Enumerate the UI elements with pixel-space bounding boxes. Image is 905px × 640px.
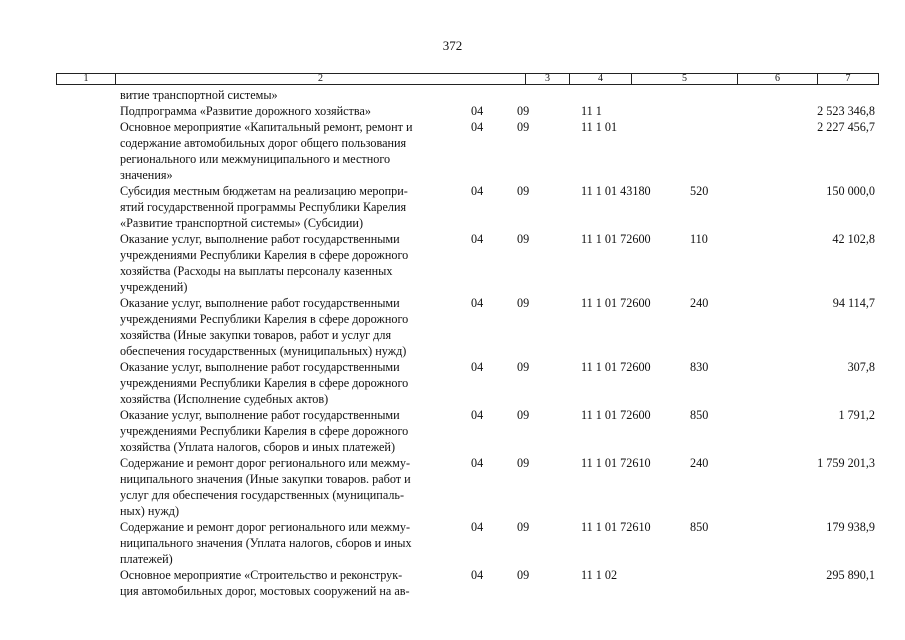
row-name: Основное мероприятие «Строительство и реконструк- ция автомобильных дорог, мостовых сооружений на ав- bbox=[120, 568, 410, 598]
row-section-code: 04 bbox=[471, 568, 484, 582]
table-row bbox=[0, 183, 905, 231]
header-col-1: 1 bbox=[83, 73, 89, 84]
row-subsection-code: 09 bbox=[517, 232, 530, 246]
row-amount: 94 114,7 bbox=[832, 296, 875, 310]
table-row bbox=[0, 359, 905, 407]
row-subsection-code: 09 bbox=[517, 568, 530, 582]
row-subsection-code: 09 bbox=[517, 360, 530, 374]
row-name: Оказание услуг, выполнение работ государственными учреждениями Республики Карелия в сфере дорожного хозяйства (Расходы на выплаты персоналу казенных учреждений) bbox=[120, 232, 409, 294]
row-amount: 307,8 bbox=[847, 360, 875, 374]
row-expense-type: 520 bbox=[690, 184, 709, 198]
row-name: Оказание услуг, выполнение работ государственными учреждениями Республики Карелия в сфере дорожного хозяйства (Иные закупки товаров, работ и услуг для обеспечения государственных (муниципальных) нужд) bbox=[120, 296, 409, 358]
row-subsection-code: 09 bbox=[517, 104, 530, 118]
row-name: Оказание услуг, выполнение работ государственными учреждениями Республики Карелия в сфере дорожного хозяйства (Исполнение судебных актов) bbox=[120, 360, 409, 406]
row-amount: 295 890,1 bbox=[826, 568, 875, 582]
row-target-article: 11 1 01 72600 bbox=[581, 232, 651, 246]
table-header-row bbox=[56, 73, 879, 85]
row-target-article: 11 1 bbox=[581, 104, 602, 118]
row-name: Субсидия местным бюджетам на реализацию меропри- ятий государственной программы Республики Карелия «Развитие транспортной системы» (Субсидии) bbox=[120, 184, 408, 230]
row-expense-type: 110 bbox=[690, 232, 708, 246]
row-section-code: 04 bbox=[471, 120, 484, 134]
row-target-article: 11 1 01 72600 bbox=[581, 296, 651, 310]
row-subsection-code: 09 bbox=[517, 408, 530, 422]
row-expense-type: 830 bbox=[690, 360, 709, 374]
row-amount: 1 759 201,3 bbox=[817, 456, 875, 470]
row-name: Оказание услуг, выполнение работ государственными учреждениями Республики Карелия в сфере дорожного хозяйства (Уплата налогов, сборов и иных платежей) bbox=[120, 408, 409, 454]
table-row bbox=[0, 519, 905, 567]
row-amount: 179 938,9 bbox=[826, 520, 875, 534]
header-col-4: 4 bbox=[569, 74, 631, 84]
row-name: Содержание и ремонт дорог регионального или межму- ниципального значения (Иные закупки товаров. работ и услуг для обеспечения государственных (муниципаль- ных) нужд) bbox=[120, 456, 411, 518]
header-col-7: 7 bbox=[817, 74, 878, 84]
row-name: Основное мероприятие «Капитальный ремонт, ремонт и содержание автомобильных дорог общего пользования регионального или межмуниципального и местного значения» bbox=[120, 120, 413, 182]
row-section-code: 04 bbox=[471, 296, 484, 310]
row-amount: 1 791,2 bbox=[838, 408, 875, 422]
row-section-code: 04 bbox=[471, 184, 484, 198]
table-body bbox=[0, 87, 905, 599]
row-expense-type: 240 bbox=[690, 296, 709, 310]
row-expense-type: 850 bbox=[690, 408, 709, 422]
row-subsection-code: 09 bbox=[517, 296, 530, 310]
table-row bbox=[0, 295, 905, 359]
table-row bbox=[0, 87, 905, 103]
header-col-6: 6 bbox=[737, 74, 817, 84]
row-expense-type: 240 bbox=[690, 456, 709, 470]
table-row bbox=[0, 567, 905, 599]
row-subsection-code: 09 bbox=[517, 456, 530, 470]
row-target-article: 11 1 01 72610 bbox=[581, 520, 651, 534]
row-subsection-code: 09 bbox=[517, 520, 530, 534]
table-row bbox=[0, 407, 905, 455]
table-row bbox=[0, 231, 905, 295]
row-target-article: 11 1 02 bbox=[581, 568, 618, 582]
row-section-code: 04 bbox=[471, 360, 484, 374]
header-col-3: 3 bbox=[525, 74, 569, 84]
row-target-article: 11 1 01 43180 bbox=[581, 184, 651, 198]
header-col-5: 5 bbox=[631, 74, 737, 84]
row-section-code: 04 bbox=[471, 104, 484, 118]
row-section-code: 04 bbox=[471, 408, 484, 422]
row-name: витие транспортной системы» bbox=[120, 88, 278, 102]
row-amount: 2 227 456,7 bbox=[817, 120, 875, 134]
row-subsection-code: 09 bbox=[517, 184, 530, 198]
header-col-2: 2 bbox=[115, 74, 525, 84]
row-expense-type: 850 bbox=[690, 520, 709, 534]
row-subsection-code: 09 bbox=[517, 120, 530, 134]
row-target-article: 11 1 01 72600 bbox=[581, 408, 651, 422]
row-target-article: 11 1 01 bbox=[581, 120, 618, 134]
page-number: 372 bbox=[442, 38, 463, 53]
row-name: Содержание и ремонт дорог регионального или межму- ниципального значения (Уплата налогов, сборов и иных платежей) bbox=[120, 520, 412, 566]
table-row bbox=[0, 119, 905, 183]
row-section-code: 04 bbox=[471, 456, 484, 470]
row-target-article: 11 1 01 72600 bbox=[581, 360, 651, 374]
row-target-article: 11 1 01 72610 bbox=[581, 456, 651, 470]
row-section-code: 04 bbox=[471, 232, 484, 246]
row-name: Подпрограмма «Развитие дорожного хозяйства» bbox=[120, 104, 371, 118]
table-row bbox=[0, 103, 905, 119]
row-amount: 42 102,8 bbox=[832, 232, 875, 246]
row-section-code: 04 bbox=[471, 520, 484, 534]
row-amount: 2 523 346,8 bbox=[817, 104, 875, 118]
table-row bbox=[0, 455, 905, 519]
row-amount: 150 000,0 bbox=[826, 184, 875, 198]
